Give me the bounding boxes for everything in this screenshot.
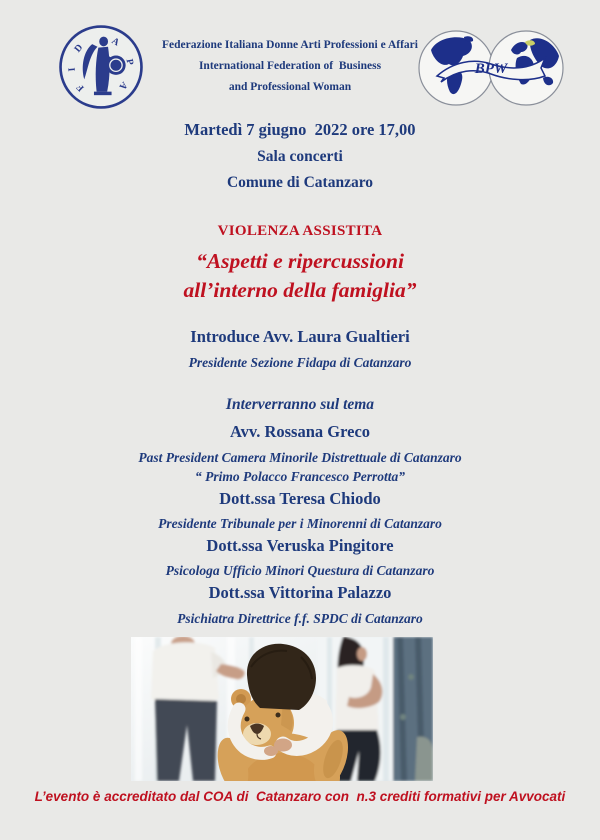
speaker-name: Dott.ssa Teresa Chiodo — [219, 489, 381, 508]
fidapa-letter: D — [72, 42, 86, 55]
event-municipality: Comune di Catanzaro — [226, 174, 374, 191]
bpw-logo — [417, 28, 565, 108]
speaker-role: Psichiatra Direttrice f.f. SPDC di Catanzaro — [177, 611, 423, 626]
speaker-role: Past President Camera Minorile Distrettuale di Catanzaro — [138, 450, 462, 465]
fidapa-letter: I — [66, 67, 78, 72]
event-topic: VIOLENZA ASSISTITA — [217, 223, 383, 239]
event-photo-illustration — [131, 637, 433, 781]
event-title-line-1: “Aspetti e ripercussioni — [196, 249, 404, 273]
fidapa-letter: A — [109, 35, 122, 49]
org-name-line-2: International Federation of Business — [198, 60, 382, 72]
speaker-name: Dott.ssa Vittorina Palazzo — [208, 583, 392, 602]
event-title-line-2: all’interno della famiglia” — [183, 278, 417, 302]
fidapa-logo — [57, 23, 145, 111]
accreditation-note: L’evento è accreditato dal COA di Catanzaro con n.3 crediti formativi per Avvocati — [34, 789, 566, 804]
event-photo — [131, 637, 433, 781]
speaker-name: Dott.ssa Veruska Pingitore — [206, 536, 394, 555]
org-name-line-1: Federazione Italiana Donne Arti Professioni e Affari — [162, 39, 418, 51]
bpw-label: BPW — [474, 61, 508, 77]
bpw-globes-icon — [417, 28, 565, 108]
fidapa-letter: P — [123, 58, 136, 66]
fidapa-letter: A — [116, 79, 130, 92]
speaker-role: “ Primo Polacco Francesco Perrotta” — [195, 469, 405, 484]
speaker-role: Presidente Tribunale per i Minorenni di Catanzaro — [158, 516, 442, 531]
speaker-role: Psicologa Ufficio Minori Questura di Catanzaro — [165, 563, 435, 578]
speakers-heading: Interverranno sul tema — [225, 396, 375, 413]
intro-role: Presidente Sezione Fidapa di Catanzaro — [188, 355, 412, 370]
event-datetime: Martedì 7 giugno 2022 ore 17,00 — [184, 120, 416, 139]
org-name-line-3: and Professional Woman — [228, 81, 352, 93]
intro-name: Introduce Avv. Laura Gualtieri — [190, 327, 410, 346]
fidapa-letter: F — [74, 81, 87, 94]
event-venue: Sala concerti — [257, 148, 343, 165]
fidapa-logo-icon — [57, 23, 145, 111]
speaker-name: Avv. Rossana Greco — [229, 422, 371, 441]
